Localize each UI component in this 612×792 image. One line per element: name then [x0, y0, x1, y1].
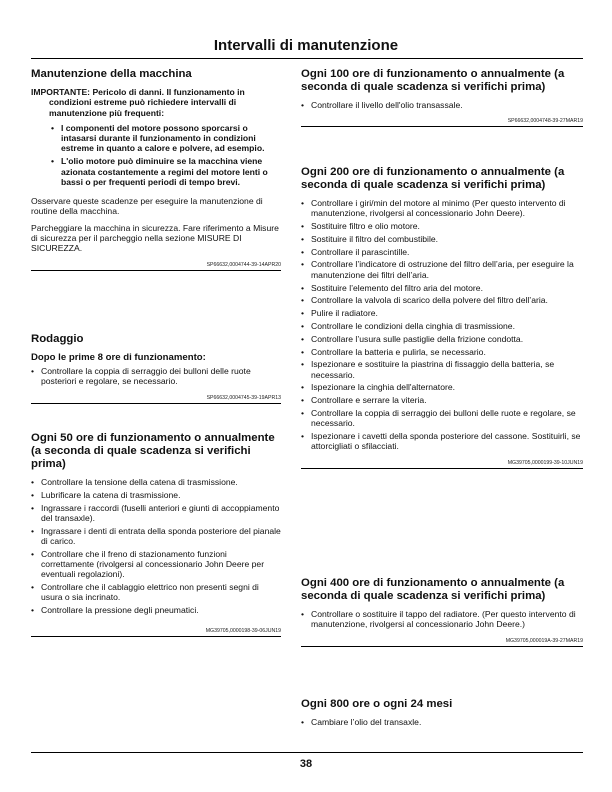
bullet-icon: • [31, 605, 35, 616]
section-subheading: Dopo le prime 8 ore di funzionamento: [31, 352, 206, 363]
section-heading: Ogni 400 ore di funzionamento o annualmente (a seconda di quale scadenza si verifichi prima) [301, 577, 565, 602]
bullet-icon: • [301, 246, 305, 257]
bullet-icon: • [301, 333, 305, 344]
bullet-icon: • [31, 489, 35, 500]
list-item: • Controllare la valvola di scarico della polvere del filtro dell’aria. [301, 295, 548, 306]
bullet-icon: • [301, 359, 305, 370]
bullet-icon: • [51, 122, 55, 133]
important-label: IMPORTANTE: [31, 87, 91, 97]
list-item: • Ingrassare i denti di entrata della sponda posteriore del pianale di carico. [31, 525, 281, 546]
section-heading: Manutenzione della macchina [31, 68, 192, 80]
bullet-icon: • [301, 609, 305, 619]
list-item: • Controllare la coppia di serraggio dei bulloni delle ruote posteriori e regolare, se necessario. [31, 366, 251, 387]
list-item: • L'olio motore può diminuire se la macchina viene azionata costantemente a regimi del motore lenti o bassi o per frequenti periodi di tempo brevi. [51, 156, 268, 187]
section-100-hours [301, 68, 583, 127]
bullet-list [301, 198, 583, 452]
bullet-icon: • [301, 198, 305, 208]
list-item: • Controllare la coppia di serraggio dei bulloni delle ruote e regolare, se necessario. [301, 408, 576, 429]
bullet-list [301, 100, 583, 110]
section-heading: Rodaggio [31, 333, 84, 345]
bullet-icon: • [31, 477, 35, 487]
bullet-list [31, 477, 281, 616]
list-item: • Sostituire il filtro del combustibile. [301, 233, 439, 244]
list-item: • Ispezionare la cinghia dell'alternatore. [301, 382, 456, 393]
section-200-hours [301, 166, 583, 469]
bullet-list [301, 609, 583, 630]
list-item: • Controllare il livello dell'olio transassale. [301, 100, 463, 110]
important-text: Pericolo di danni. Il funzionamento in condizioni estreme può richiedere intervalli di manutenzione più frequenti: [49, 87, 245, 118]
bullet-icon: • [31, 502, 35, 513]
bullet-icon: • [31, 525, 35, 536]
bullet-icon: • [31, 548, 35, 559]
page-title: Intervalli di manutenzione [213, 37, 399, 54]
section-400-hours [301, 577, 583, 647]
section-heading: Ogni 800 ore o ogni 24 mesi [301, 698, 453, 710]
bullet-icon: • [301, 259, 305, 270]
reference-code: SP66632,0004748-39-27MAR19 [301, 118, 583, 127]
bullet-icon: • [301, 282, 305, 293]
list-item: • Controllare e serrare la viteria. [301, 395, 427, 406]
bullet-icon: • [301, 295, 305, 306]
list-item: • Controllare la batteria e pulirla, se necessario. [301, 346, 486, 357]
list-item: • Controllare la pressione degli pneumatici. [31, 605, 199, 616]
list-item: • Controllare che il freno di stazionamento funzioni correttamente (rivolgersi al concessionario John Deere per eventuali regolazioni). [31, 548, 265, 580]
list-item: • Controllare l’indicatore di ostruzione del filtro dell’aria, per eseguire la manutenzione dei filtri dell’aria. [301, 259, 574, 280]
bullet-icon: • [301, 100, 305, 110]
bullet-icon: • [31, 582, 35, 593]
list-item: • Cambiare l’olio del transaxle. [301, 717, 422, 727]
list-item: • Controllare l’usura sulle pastiglie della frizione condotta. [301, 333, 524, 344]
section-heading: Ogni 200 ore di funzionamento o annualmente (a seconda di quale scadenza si verifichi prima) [301, 166, 565, 191]
bullet-icon: • [301, 717, 305, 727]
bullet-icon: • [301, 221, 305, 232]
bullet-icon: • [51, 156, 55, 167]
section-heading: Ogni 50 ore di funzionamento o annualmente (a seconda di quale scadenza si verifichi prima) [31, 432, 275, 470]
bullet-icon: • [301, 395, 305, 406]
section-maintenance [31, 68, 281, 271]
list-item: • Pulire il radiatore. [301, 308, 378, 319]
list-item: • Controllare i giri/min del motore al minimo (Per questo intervento di manutenzione, rivolgersi al concessionario John Deere). [301, 198, 566, 219]
bullet-icon: • [301, 346, 305, 357]
list-item: • Controllare o sostituire il tappo del radiatore. (Per questo intervento di manutenzione, rivolgersi al concessionario John Deere.) [301, 609, 576, 630]
bullet-icon: • [301, 320, 305, 331]
reference-code: SP66632,0004744-39-14APR20 [31, 262, 281, 271]
footer-rule [31, 752, 583, 753]
list-item: • Sostituire l’elemento del filtro aria del motore. [301, 282, 483, 293]
list-item: • Controllare che il cablaggio elettrico non presenti segni di usura o sia incrinato. [31, 582, 259, 603]
bullet-icon: • [301, 382, 305, 393]
important-bullet-list [51, 123, 281, 187]
reference-code: MG39705,0000198-39-06JUN19 [31, 628, 281, 637]
list-item: • Controllare le condizioni della cinghia di trasmissione. [301, 320, 515, 331]
reference-code: MG39705,0000199-39-10JUN19 [301, 460, 583, 469]
list-item: • I componenti del motore possono sporcarsi o intasarsi durante il funzionamento in condizioni estreme in quanto a calore e polvere, ad esempio. [51, 122, 265, 154]
paragraph: Osservare queste scadenze per eseguire la manutenzione di routine della macchina. [31, 196, 263, 217]
reference-code: MG39705,000019A-39-27MAR19 [301, 638, 583, 647]
list-item: • Ingrassare i raccordi (fuselli anteriori e giunti di accoppiamento del transaxle). [31, 502, 280, 523]
bullet-icon: • [301, 308, 305, 319]
list-item: • Ispezionare e sostituire la piastrina di fissaggio della batteria, se necessario. [301, 359, 555, 380]
list-item: • Controllare la tensione della catena di trasmissione. [31, 477, 238, 487]
bullet-icon: • [301, 233, 305, 244]
list-item: • Ispezionare i cavetti della sponda posteriore del cassone. Sostituirli, se attorcigliati o sfilacciati. [301, 431, 581, 452]
reference-code: SP66632,0004745-39-19APR13 [31, 395, 281, 404]
section-break-in [31, 333, 281, 404]
header-rule [31, 58, 583, 59]
list-item: • Controllare il parascintille. [301, 246, 410, 257]
bullet-list [31, 366, 281, 387]
bullet-icon: • [301, 431, 305, 442]
section-heading: Ogni 100 ore di funzionamento o annualmente (a seconda di quale scadenza si verifichi prima) [301, 68, 565, 93]
important-note [31, 87, 281, 118]
page-number: 38 [299, 758, 313, 770]
section-800-hours [301, 698, 583, 731]
bullet-icon: • [301, 408, 305, 419]
list-item: • Sostituire filtro e olio motore. [301, 221, 420, 232]
bullet-list [301, 717, 583, 727]
paragraph: Parcheggiare la macchina in sicurezza. Fare riferimento a Misure di sicurezza per il parcheggio nella sezione MISURE DI SICUREZZA. [31, 222, 279, 254]
list-item: • Lubrificare la catena di trasmissione. [31, 489, 181, 500]
bullet-icon: • [31, 366, 35, 376]
section-50-hours [31, 432, 281, 637]
